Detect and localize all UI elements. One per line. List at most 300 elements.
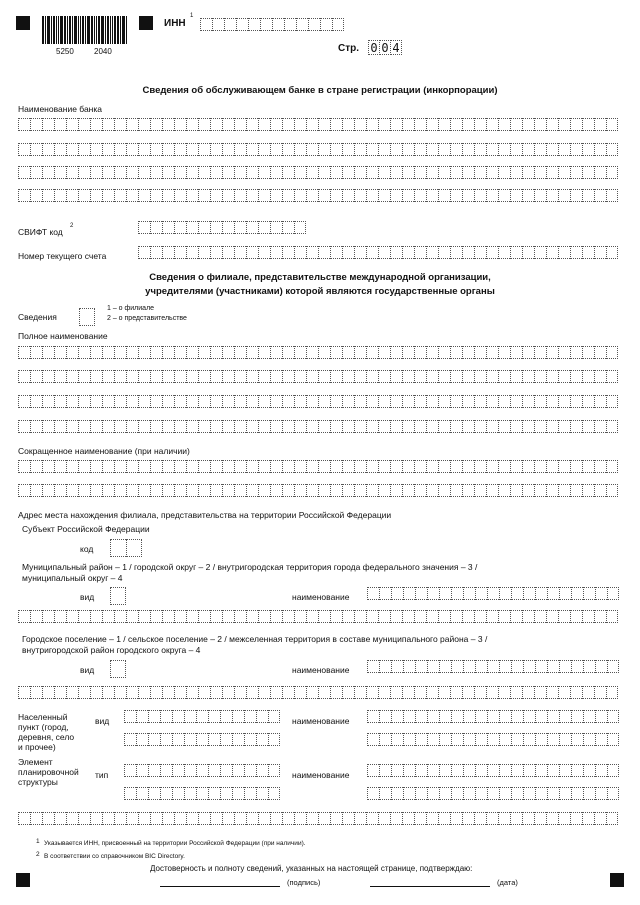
- input-cell[interactable]: [546, 420, 558, 433]
- input-cell[interactable]: [487, 660, 499, 673]
- input-cell[interactable]: [378, 484, 390, 497]
- input-cell[interactable]: [294, 346, 306, 359]
- input-cell[interactable]: [354, 460, 366, 473]
- input-cell[interactable]: [222, 610, 234, 623]
- input-cell[interactable]: [535, 587, 547, 600]
- input-cell[interactable]: [366, 420, 378, 433]
- input-cell[interactable]: [258, 812, 270, 825]
- input-cell[interactable]: [268, 764, 280, 777]
- input-cell[interactable]: [330, 370, 342, 383]
- input-cell[interactable]: [511, 787, 523, 800]
- input-cell[interactable]: [451, 733, 463, 746]
- input-cell[interactable]: [571, 764, 583, 777]
- input-cell[interactable]: [546, 166, 558, 179]
- input-cell[interactable]: [450, 686, 462, 699]
- input-cell[interactable]: [511, 764, 523, 777]
- input-cell[interactable]: [150, 610, 162, 623]
- input-cell[interactable]: [378, 370, 390, 383]
- input-cell[interactable]: [415, 764, 427, 777]
- input-cell[interactable]: [186, 166, 198, 179]
- input-cell[interactable]: [534, 118, 546, 131]
- input-cell[interactable]: [534, 395, 546, 408]
- input-cell[interactable]: [294, 221, 306, 234]
- input-cell[interactable]: [366, 686, 378, 699]
- input-cell[interactable]: [486, 420, 498, 433]
- input-cell[interactable]: [282, 484, 294, 497]
- input-cell[interactable]: [487, 733, 499, 746]
- municipal-name-row-2[interactable]: [18, 610, 618, 623]
- input-cell[interactable]: [330, 189, 342, 202]
- input-cell[interactable]: [102, 460, 114, 473]
- input-cell[interactable]: [391, 587, 403, 600]
- input-cell[interactable]: [571, 660, 583, 673]
- element-name-row-2[interactable]: [367, 787, 619, 800]
- input-cell[interactable]: [222, 370, 234, 383]
- input-cell[interactable]: [318, 484, 330, 497]
- input-cell[interactable]: [78, 460, 90, 473]
- input-cell[interactable]: [426, 686, 438, 699]
- input-cell[interactable]: [114, 395, 126, 408]
- input-cell[interactable]: [210, 189, 222, 202]
- input-cell[interactable]: [427, 787, 439, 800]
- input-cell[interactable]: [208, 787, 220, 800]
- input-cell[interactable]: [522, 370, 534, 383]
- input-cell[interactable]: [390, 686, 402, 699]
- input-cell[interactable]: [558, 346, 570, 359]
- input-cell[interactable]: [522, 812, 534, 825]
- input-cell[interactable]: [426, 189, 438, 202]
- element-name-row-1[interactable]: [367, 764, 619, 777]
- input-cell[interactable]: [414, 246, 426, 259]
- input-cell[interactable]: [90, 812, 102, 825]
- input-cell[interactable]: [162, 346, 174, 359]
- input-cell[interactable]: [162, 420, 174, 433]
- input-cell[interactable]: [232, 787, 244, 800]
- input-cell[interactable]: [222, 484, 234, 497]
- input-cell[interactable]: [126, 812, 138, 825]
- input-cell[interactable]: [354, 143, 366, 156]
- input-cell[interactable]: [42, 686, 54, 699]
- input-cell[interactable]: [510, 143, 522, 156]
- input-cell[interactable]: [54, 346, 66, 359]
- input-cell[interactable]: [114, 166, 126, 179]
- input-cell[interactable]: [66, 346, 78, 359]
- input-cell[interactable]: [270, 221, 282, 234]
- input-cell[interactable]: [234, 812, 246, 825]
- input-cell[interactable]: [535, 660, 547, 673]
- input-cell[interactable]: [570, 420, 582, 433]
- input-cell[interactable]: [102, 420, 114, 433]
- input-cell[interactable]: [462, 460, 474, 473]
- input-cell[interactable]: [78, 118, 90, 131]
- input-cell[interactable]: [126, 189, 138, 202]
- input-cell[interactable]: [174, 460, 186, 473]
- input-cell[interactable]: [174, 370, 186, 383]
- input-cell[interactable]: [534, 189, 546, 202]
- input-cell[interactable]: [426, 370, 438, 383]
- input-cell[interactable]: [474, 189, 486, 202]
- input-cell[interactable]: [186, 346, 198, 359]
- input-cell[interactable]: [366, 370, 378, 383]
- municipal-name-row-1[interactable]: [367, 587, 619, 600]
- input-cell[interactable]: [474, 143, 486, 156]
- input-cell[interactable]: [474, 686, 486, 699]
- input-cell[interactable]: [342, 812, 354, 825]
- input-cell[interactable]: [558, 118, 570, 131]
- input-cell[interactable]: [378, 812, 390, 825]
- input-cell[interactable]: [606, 346, 618, 359]
- input-cell[interactable]: [114, 370, 126, 383]
- input-cell[interactable]: [522, 420, 534, 433]
- input-cell[interactable]: [439, 733, 451, 746]
- input-cell[interactable]: [486, 346, 498, 359]
- input-cell[interactable]: [318, 460, 330, 473]
- input-cell[interactable]: [126, 166, 138, 179]
- input-cell[interactable]: [220, 710, 232, 723]
- input-cell[interactable]: [114, 420, 126, 433]
- input-cell[interactable]: [534, 370, 546, 383]
- input-cell[interactable]: [90, 166, 102, 179]
- input-cell[interactable]: [54, 610, 66, 623]
- input-cell[interactable]: [367, 733, 379, 746]
- input-cell[interactable]: [172, 710, 184, 723]
- input-cell[interactable]: [390, 166, 402, 179]
- input-cell[interactable]: [595, 660, 607, 673]
- input-cell[interactable]: [150, 484, 162, 497]
- input-cell[interactable]: [354, 189, 366, 202]
- input-cell[interactable]: [222, 346, 234, 359]
- input-cell[interactable]: [402, 460, 414, 473]
- input-cell[interactable]: [450, 166, 462, 179]
- input-cell[interactable]: [220, 733, 232, 746]
- input-cell[interactable]: [90, 346, 102, 359]
- input-cell[interactable]: [184, 733, 196, 746]
- input-cell[interactable]: [378, 189, 390, 202]
- input-cell[interactable]: [498, 460, 510, 473]
- input-cell[interactable]: [54, 420, 66, 433]
- input-cell[interactable]: [390, 118, 402, 131]
- input-cell[interactable]: [534, 420, 546, 433]
- input-cell[interactable]: [282, 610, 294, 623]
- input-cell[interactable]: [126, 370, 138, 383]
- input-cell[interactable]: [222, 166, 234, 179]
- input-cell[interactable]: [463, 733, 475, 746]
- input-cell[interactable]: [462, 484, 474, 497]
- input-cell[interactable]: [546, 812, 558, 825]
- input-cell[interactable]: [594, 143, 606, 156]
- input-cell[interactable]: [558, 686, 570, 699]
- input-cell[interactable]: [366, 143, 378, 156]
- input-cell[interactable]: [196, 733, 208, 746]
- input-cell[interactable]: [439, 764, 451, 777]
- input-cell[interactable]: [403, 660, 415, 673]
- input-cell[interactable]: [222, 420, 234, 433]
- input-cell[interactable]: [258, 189, 270, 202]
- input-cell[interactable]: [54, 686, 66, 699]
- input-cell[interactable]: [136, 710, 148, 723]
- input-cell[interactable]: [138, 610, 150, 623]
- input-cell[interactable]: [150, 812, 162, 825]
- input-cell[interactable]: [246, 420, 258, 433]
- info-type-input[interactable]: [79, 308, 95, 321]
- input-cell[interactable]: [415, 710, 427, 723]
- input-cell[interactable]: [78, 395, 90, 408]
- input-cell[interactable]: [198, 370, 210, 383]
- input-cell[interactable]: [306, 246, 318, 259]
- subject-code-input[interactable]: [110, 539, 142, 557]
- input-cell[interactable]: [547, 764, 559, 777]
- input-cell[interactable]: [474, 370, 486, 383]
- input-cell[interactable]: [138, 686, 150, 699]
- input-cell[interactable]: [570, 460, 582, 473]
- input-cell[interactable]: [379, 733, 391, 746]
- input-cell[interactable]: [414, 610, 426, 623]
- input-cell[interactable]: [66, 484, 78, 497]
- input-cell[interactable]: [90, 484, 102, 497]
- input-cell[interactable]: [90, 370, 102, 383]
- input-cell[interactable]: [126, 484, 138, 497]
- input-cell[interactable]: [607, 733, 619, 746]
- input-cell[interactable]: [162, 395, 174, 408]
- input-cell[interactable]: [402, 370, 414, 383]
- input-cell[interactable]: [186, 420, 198, 433]
- input-cell[interactable]: [318, 166, 330, 179]
- input-cell[interactable]: [450, 395, 462, 408]
- input-cell[interactable]: [148, 733, 160, 746]
- input-cell[interactable]: [306, 610, 318, 623]
- input-cell[interactable]: [138, 395, 150, 408]
- input-cell[interactable]: [282, 346, 294, 359]
- input-cell[interactable]: [210, 118, 222, 131]
- input-cell[interactable]: [595, 733, 607, 746]
- input-cell[interactable]: [475, 764, 487, 777]
- short-name-row-1[interactable]: [18, 460, 618, 473]
- input-cell[interactable]: [498, 610, 510, 623]
- input-cell[interactable]: [366, 610, 378, 623]
- input-cell[interactable]: [174, 143, 186, 156]
- input-cell[interactable]: [244, 764, 256, 777]
- input-cell[interactable]: [474, 460, 486, 473]
- input-cell[interactable]: [90, 420, 102, 433]
- input-cell[interactable]: [366, 395, 378, 408]
- input-cell[interactable]: [403, 710, 415, 723]
- input-cell[interactable]: [402, 686, 414, 699]
- input-cell[interactable]: [583, 787, 595, 800]
- input-cell[interactable]: [390, 812, 402, 825]
- input-cell[interactable]: [186, 246, 198, 259]
- input-cell[interactable]: [426, 246, 438, 259]
- input-cell[interactable]: [270, 460, 282, 473]
- input-cell[interactable]: [258, 610, 270, 623]
- element-name-row-3[interactable]: [18, 812, 618, 825]
- input-cell[interactable]: [582, 395, 594, 408]
- input-cell[interactable]: [330, 166, 342, 179]
- input-cell[interactable]: [78, 610, 90, 623]
- input-cell[interactable]: [258, 420, 270, 433]
- input-cell[interactable]: [234, 460, 246, 473]
- input-cell[interactable]: [210, 812, 222, 825]
- input-cell[interactable]: [162, 166, 174, 179]
- input-cell[interactable]: [66, 460, 78, 473]
- input-cell[interactable]: [451, 587, 463, 600]
- input-cell[interactable]: [246, 166, 258, 179]
- input-cell[interactable]: [342, 189, 354, 202]
- input-cell[interactable]: [294, 143, 306, 156]
- input-cell[interactable]: [114, 143, 126, 156]
- input-cell[interactable]: [462, 143, 474, 156]
- input-cell[interactable]: [426, 484, 438, 497]
- input-cell[interactable]: [42, 610, 54, 623]
- input-cell[interactable]: [594, 166, 606, 179]
- input-cell[interactable]: [174, 246, 186, 259]
- input-cell[interactable]: [522, 143, 534, 156]
- input-cell[interactable]: [342, 610, 354, 623]
- input-cell[interactable]: [54, 118, 66, 131]
- input-cell[interactable]: [282, 395, 294, 408]
- input-cell[interactable]: [606, 420, 618, 433]
- input-cell[interactable]: [427, 764, 439, 777]
- input-cell[interactable]: [390, 484, 402, 497]
- input-cell[interactable]: [126, 420, 138, 433]
- input-cell[interactable]: [198, 246, 210, 259]
- input-cell[interactable]: [438, 812, 450, 825]
- input-cell[interactable]: [546, 189, 558, 202]
- input-cell[interactable]: [546, 143, 558, 156]
- input-cell[interactable]: [234, 143, 246, 156]
- input-cell[interactable]: [462, 812, 474, 825]
- input-cell[interactable]: [534, 686, 546, 699]
- input-cell[interactable]: [498, 420, 510, 433]
- input-cell[interactable]: [78, 686, 90, 699]
- input-cell[interactable]: [162, 484, 174, 497]
- locality-name-row-1[interactable]: [367, 710, 619, 723]
- input-cell[interactable]: [427, 733, 439, 746]
- input-cell[interactable]: [282, 143, 294, 156]
- input-cell[interactable]: [198, 812, 210, 825]
- input-cell[interactable]: [558, 610, 570, 623]
- input-cell[interactable]: [391, 710, 403, 723]
- input-cell[interactable]: [462, 370, 474, 383]
- input-cell[interactable]: [379, 710, 391, 723]
- input-cell[interactable]: [150, 166, 162, 179]
- input-cell[interactable]: [546, 370, 558, 383]
- input-cell[interactable]: [318, 686, 330, 699]
- input-cell[interactable]: [414, 189, 426, 202]
- input-cell[interactable]: [30, 370, 42, 383]
- input-cell[interactable]: [486, 143, 498, 156]
- input-cell[interactable]: [379, 764, 391, 777]
- input-cell[interactable]: [438, 346, 450, 359]
- input-cell[interactable]: [318, 370, 330, 383]
- input-cell[interactable]: [162, 686, 174, 699]
- input-cell[interactable]: [474, 166, 486, 179]
- bank-name-row-4[interactable]: [18, 189, 618, 202]
- input-cell[interactable]: [246, 812, 258, 825]
- input-cell[interactable]: [510, 420, 522, 433]
- input-cell[interactable]: [42, 484, 54, 497]
- input-cell[interactable]: [18, 346, 30, 359]
- input-cell[interactable]: [198, 460, 210, 473]
- input-cell[interactable]: [124, 764, 136, 777]
- input-cell[interactable]: [270, 166, 282, 179]
- input-cell[interactable]: [426, 346, 438, 359]
- input-cell[interactable]: [196, 764, 208, 777]
- input-cell[interactable]: [450, 812, 462, 825]
- input-cell[interactable]: [594, 395, 606, 408]
- input-cell[interactable]: [510, 189, 522, 202]
- input-cell[interactable]: [198, 346, 210, 359]
- input-cell[interactable]: [450, 118, 462, 131]
- input-cell[interactable]: [475, 587, 487, 600]
- input-cell[interactable]: [114, 118, 126, 131]
- input-cell[interactable]: [463, 710, 475, 723]
- input-cell[interactable]: [450, 346, 462, 359]
- input-cell[interactable]: [438, 370, 450, 383]
- input-cell[interactable]: [54, 166, 66, 179]
- input-cell[interactable]: [124, 787, 136, 800]
- input-cell[interactable]: [582, 346, 594, 359]
- input-cell[interactable]: [438, 686, 450, 699]
- input-cell[interactable]: [294, 370, 306, 383]
- input-cell[interactable]: [174, 812, 186, 825]
- input-cell[interactable]: [451, 787, 463, 800]
- input-cell[interactable]: [342, 395, 354, 408]
- input-cell[interactable]: [390, 395, 402, 408]
- input-cell[interactable]: [150, 346, 162, 359]
- input-cell[interactable]: [378, 246, 390, 259]
- input-cell[interactable]: [402, 189, 414, 202]
- input-cell[interactable]: [186, 610, 198, 623]
- account-input[interactable]: [138, 246, 618, 259]
- input-cell[interactable]: [390, 246, 402, 259]
- input-cell[interactable]: [366, 812, 378, 825]
- input-cell[interactable]: [414, 166, 426, 179]
- input-cell[interactable]: [582, 166, 594, 179]
- input-cell[interactable]: [523, 710, 535, 723]
- input-cell[interactable]: [474, 420, 486, 433]
- input-cell[interactable]: [210, 370, 222, 383]
- input-cell[interactable]: [330, 246, 342, 259]
- input-cell[interactable]: [606, 484, 618, 497]
- input-cell[interactable]: [150, 460, 162, 473]
- input-cell[interactable]: [595, 764, 607, 777]
- input-cell[interactable]: [547, 710, 559, 723]
- input-cell[interactable]: [606, 812, 618, 825]
- input-cell[interactable]: [426, 460, 438, 473]
- input-cell[interactable]: [150, 246, 162, 259]
- input-cell[interactable]: [196, 787, 208, 800]
- input-cell[interactable]: [606, 686, 618, 699]
- input-cell[interactable]: [522, 686, 534, 699]
- input-cell[interactable]: [571, 733, 583, 746]
- input-cell[interactable]: [510, 246, 522, 259]
- input-cell[interactable]: [210, 420, 222, 433]
- input-cell[interactable]: [450, 189, 462, 202]
- input-cell[interactable]: [42, 346, 54, 359]
- input-cell[interactable]: [42, 812, 54, 825]
- input-cell[interactable]: [306, 189, 318, 202]
- input-cell[interactable]: [354, 246, 366, 259]
- input-cell[interactable]: [136, 787, 148, 800]
- input-cell[interactable]: [498, 143, 510, 156]
- input-cell[interactable]: [294, 118, 306, 131]
- input-cell[interactable]: [90, 686, 102, 699]
- input-cell[interactable]: [270, 484, 282, 497]
- input-cell[interactable]: [498, 346, 510, 359]
- input-cell[interactable]: [607, 587, 619, 600]
- input-cell[interactable]: [546, 246, 558, 259]
- input-cell[interactable]: [546, 395, 558, 408]
